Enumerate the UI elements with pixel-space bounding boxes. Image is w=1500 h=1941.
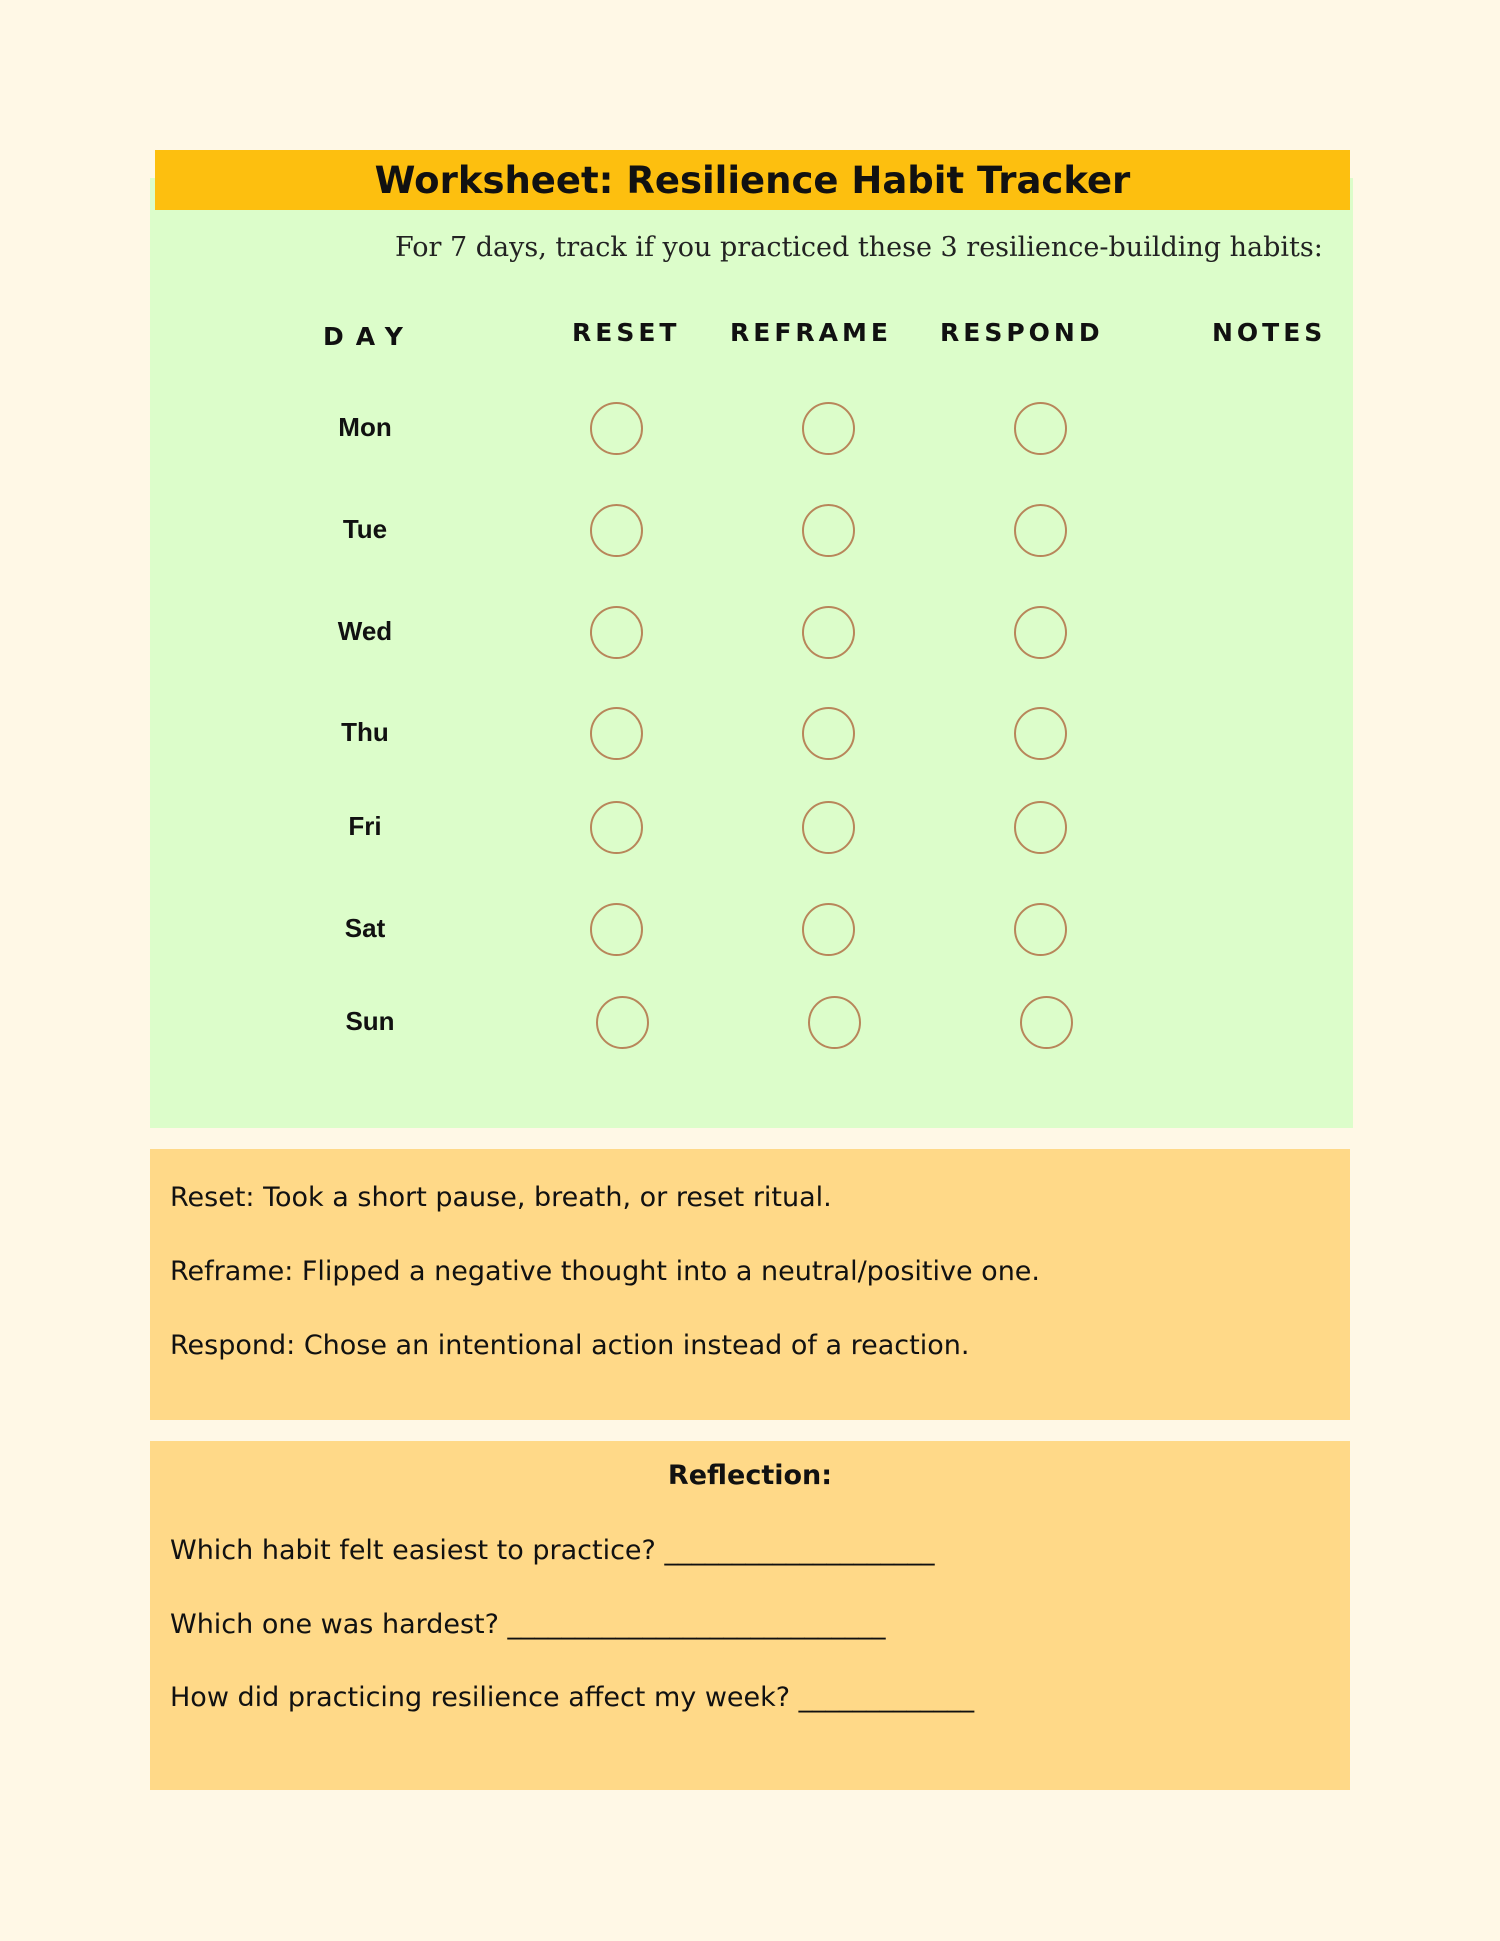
reflection-question-hardest: Which one was hardest? ____________________________ xyxy=(170,1609,886,1640)
checkbox-tue-respond[interactable] xyxy=(1014,504,1067,557)
checkbox-fri-respond[interactable] xyxy=(1014,801,1067,854)
checkbox-sat-reset[interactable] xyxy=(590,903,643,956)
checkbox-mon-reset[interactable] xyxy=(590,402,643,455)
checkbox-tue-reframe[interactable] xyxy=(802,504,855,557)
checkbox-sun-reframe[interactable] xyxy=(808,996,861,1049)
reflection-title: Reflection: xyxy=(667,1460,833,1491)
column-header-reframe: REFRAME xyxy=(730,318,892,347)
column-header-day: DAY xyxy=(323,322,415,351)
column-header-respond: RESPOND xyxy=(940,318,1104,347)
day-label-tue: Tue xyxy=(342,514,388,544)
day-label-mon: Mon xyxy=(338,412,392,442)
checkbox-sun-reset[interactable] xyxy=(596,996,649,1049)
column-header-notes: NOTES xyxy=(1212,318,1327,347)
checkbox-wed-reset[interactable] xyxy=(590,606,643,659)
definition-reframe: Reframe: Flipped a negative thought into a neutral/positive one. xyxy=(170,1256,1040,1287)
column-header-reset: RESET xyxy=(572,318,681,347)
checkbox-mon-reframe[interactable] xyxy=(802,402,855,455)
checkbox-mon-respond[interactable] xyxy=(1014,402,1067,455)
definition-respond: Respond: Chose an intentional action instead of a reaction. xyxy=(170,1330,970,1361)
checkbox-sat-reframe[interactable] xyxy=(802,903,855,956)
day-label-wed: Wed xyxy=(337,616,393,646)
reflection-question-easiest: Which habit felt easiest to practice? ____________________ xyxy=(170,1535,935,1566)
checkbox-tue-reset[interactable] xyxy=(590,504,643,557)
checkbox-thu-respond[interactable] xyxy=(1014,707,1067,760)
definition-reset: Reset: Took a short pause, breath, or reset ritual. xyxy=(170,1182,832,1213)
day-label-sat: Sat xyxy=(344,913,386,943)
reflection-question-week: How did practicing resilience affect my week? _____________ xyxy=(170,1682,975,1713)
worksheet-title: Worksheet: Resilience Habit Tracker xyxy=(155,150,1350,210)
checkbox-sun-respond[interactable] xyxy=(1020,996,1073,1049)
checkbox-thu-reframe[interactable] xyxy=(802,707,855,760)
day-label-thu: Thu xyxy=(341,717,389,747)
checkbox-wed-respond[interactable] xyxy=(1014,606,1067,659)
intro-text: For 7 days, track if you practiced these 3 resilience-building habits: xyxy=(395,232,1323,263)
checkbox-wed-reframe[interactable] xyxy=(802,606,855,659)
checkbox-fri-reframe[interactable] xyxy=(802,801,855,854)
checkbox-fri-reset[interactable] xyxy=(590,801,643,854)
checkbox-sat-respond[interactable] xyxy=(1014,903,1067,956)
day-label-fri: Fri xyxy=(348,811,382,841)
checkbox-thu-reset[interactable] xyxy=(590,707,643,760)
day-label-sun: Sun xyxy=(345,1006,395,1036)
